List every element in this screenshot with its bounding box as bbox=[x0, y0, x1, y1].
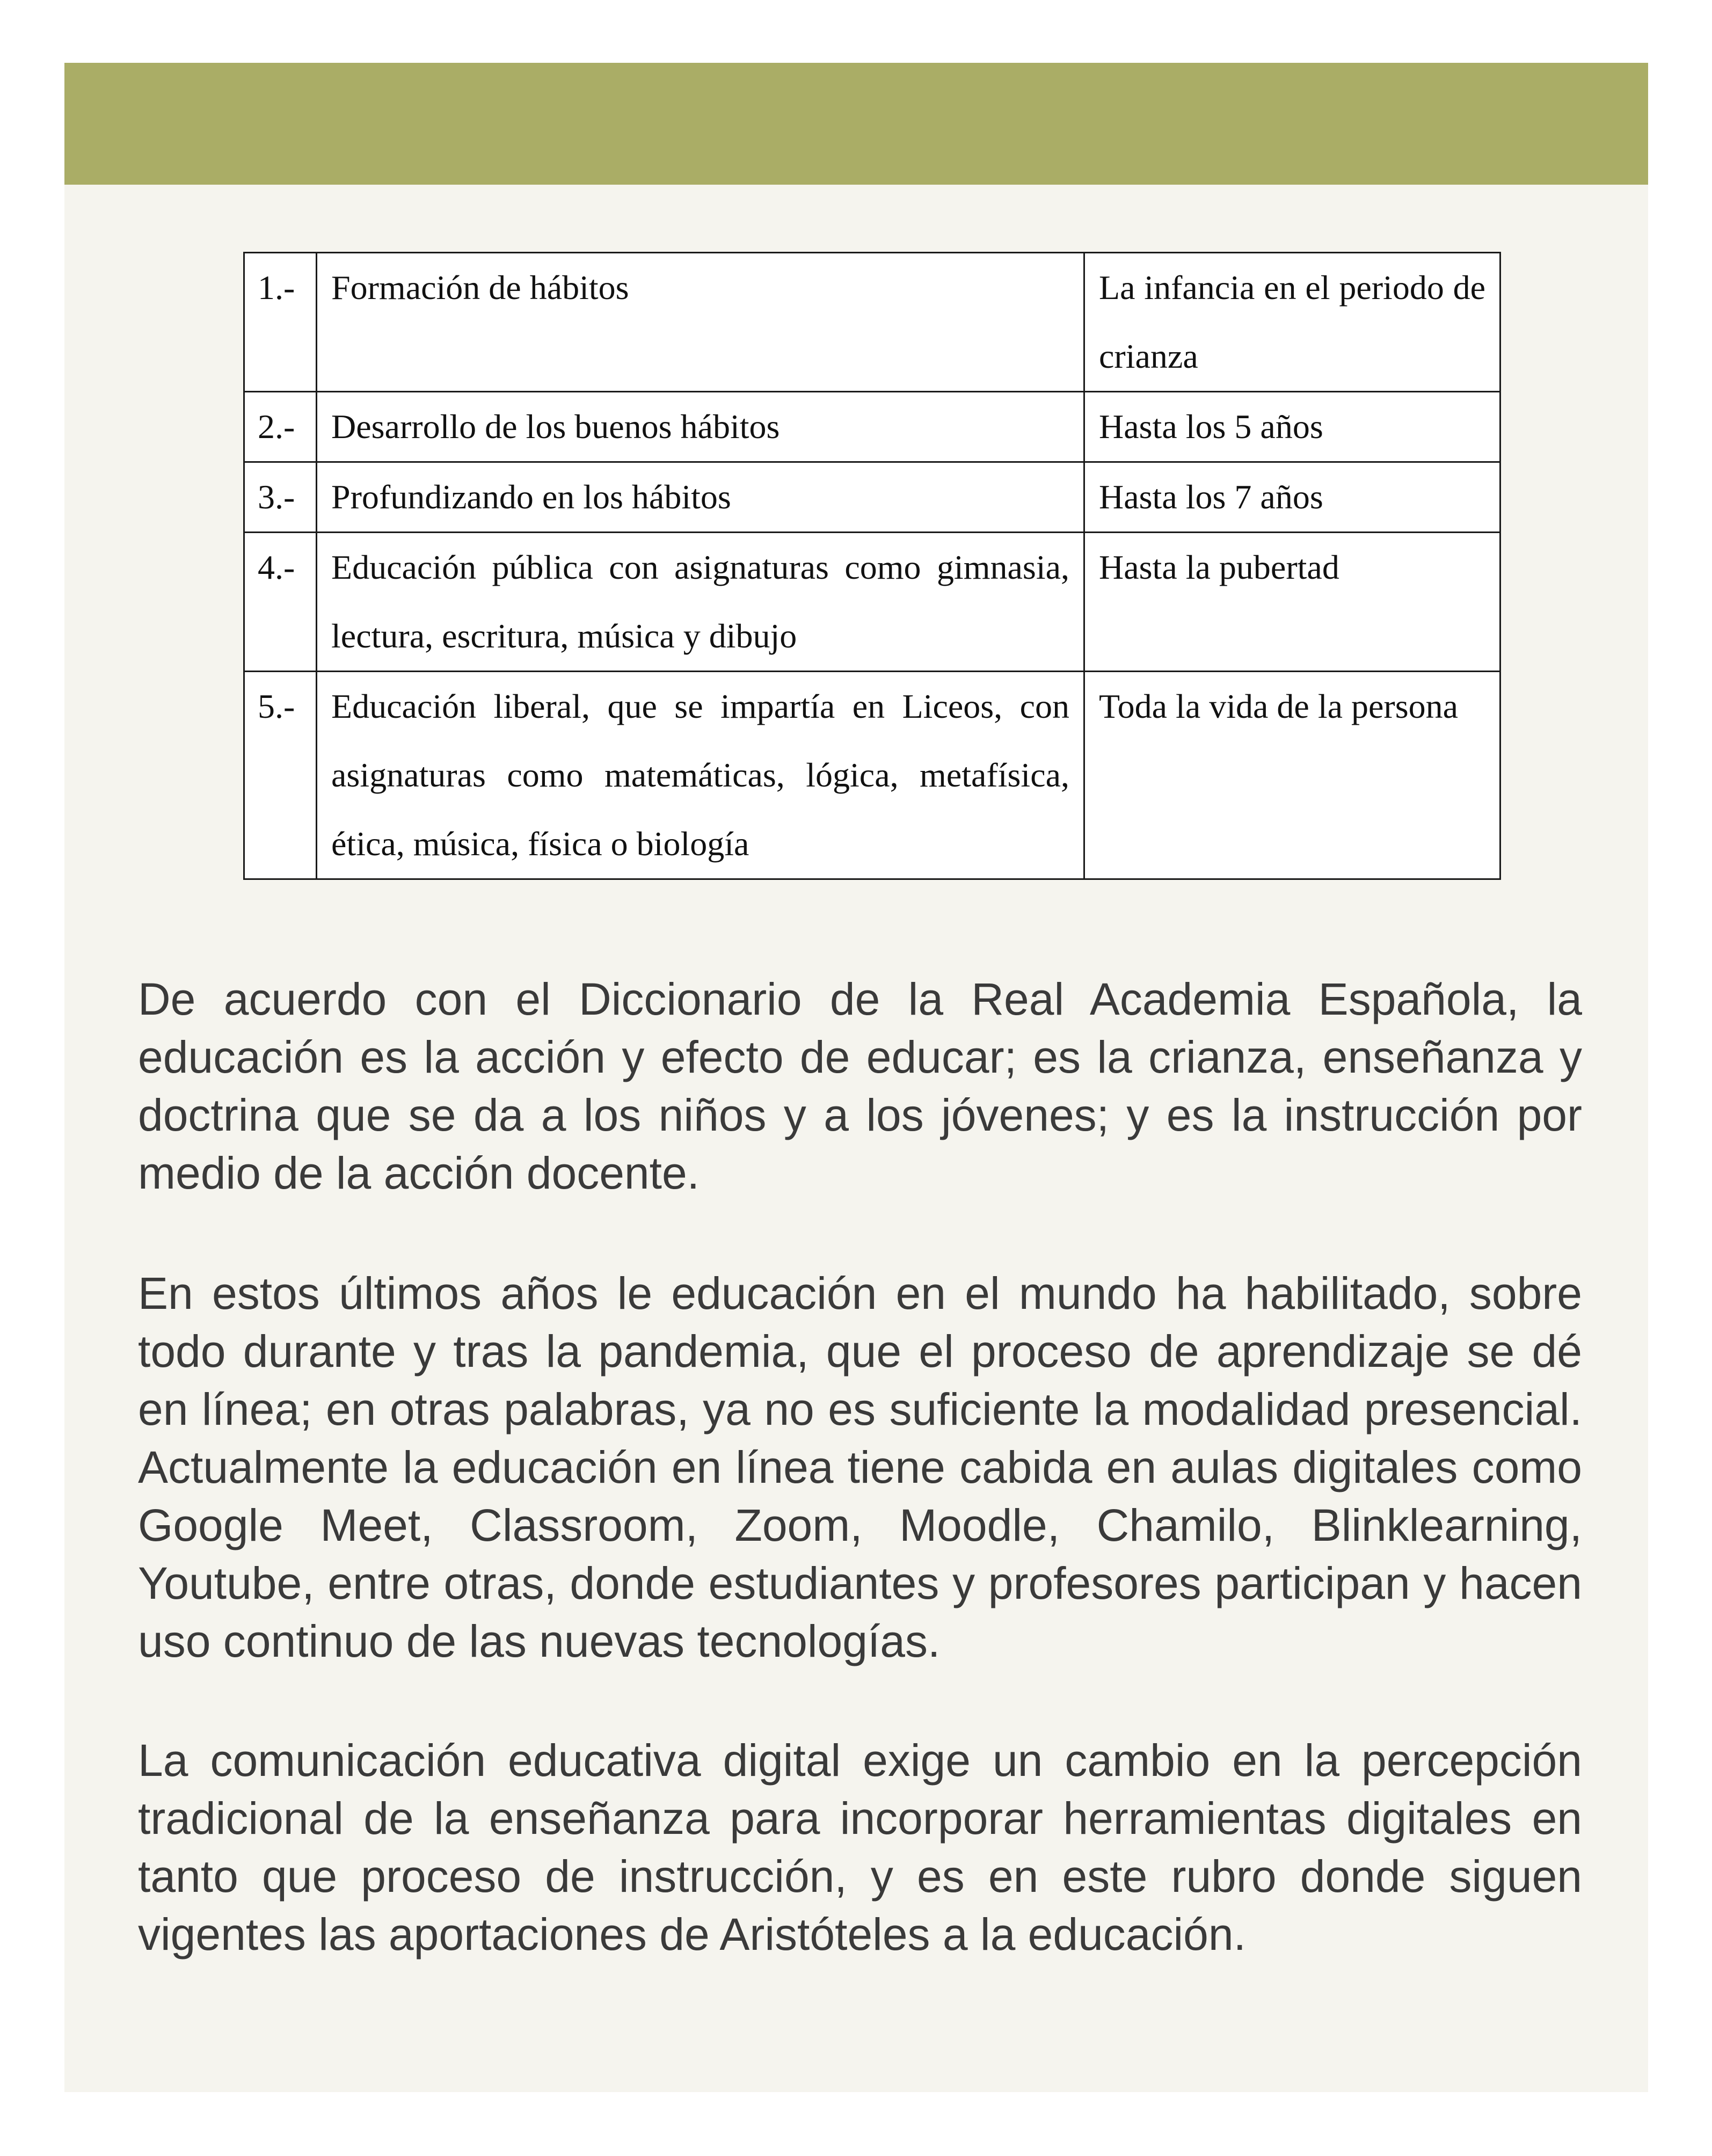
stage-number: 1.- bbox=[244, 253, 317, 392]
stage-description: Educación pública con asignaturas como gimnasia, lectura, escritura, música y dibujo bbox=[317, 533, 1084, 672]
stage-number: 5.- bbox=[244, 672, 317, 879]
paragraph-digital-communication: La comunicación educativa digital exige un cambio en la percepción tradicional de la enseñanza para incorporar herramientas digitales en tanto que proceso de instrucción, y es en este rubro donde siguen vigentes las aportaciones de Aristóteles a la educación. bbox=[138, 1735, 1582, 1960]
page bbox=[64, 63, 1648, 2092]
paragraph-online-education: En estos últimos años le educación en el mundo ha habilitado, sobre todo durante y tras la pandemia, que el proceso de aprendizaje se dé en línea; en otras palabras, ya no es suficiente la modalidad presencial. Actualmente la educación en línea tiene cabida en aulas digitales como Google Meet, Classroom, Zoom, Moodle, Chamilo, Blinklearning, Youtube, entre otras, donde estudiantes y profesores participan y hacen uso continuo de las nuevas tecnologías. bbox=[138, 1268, 1582, 1666]
stages-table-container bbox=[243, 252, 1499, 880]
table-row bbox=[244, 672, 1500, 879]
stage-description: Desarrollo de los buenos hábitos bbox=[317, 392, 1084, 462]
stage-age: Toda la vida de la persona bbox=[1084, 672, 1500, 879]
stage-description: Educación liberal, que se impartía en Liceos, con asignaturas como matemáticas, lógica, metafísica, ética, música, física o biología bbox=[317, 672, 1084, 879]
stage-age: Hasta los 7 años bbox=[1084, 462, 1500, 533]
stage-number: 3.- bbox=[244, 462, 317, 533]
stage-age: Hasta la pubertad bbox=[1084, 533, 1500, 672]
stage-description: Profundizando en los hábitos bbox=[317, 462, 1084, 533]
education-stages-table bbox=[243, 252, 1501, 880]
table-row bbox=[244, 392, 1500, 462]
stage-number: 4.- bbox=[244, 533, 317, 672]
paragraph-rae-definition: De acuerdo con el Diccionario de la Real Academia Española, la educación es la acción y efecto de educar; es la crianza, enseñanza y doctrina que se da a los niños y a los jóvenes; y es la instrucción por medio de la acción docente. bbox=[138, 974, 1582, 1198]
header-band bbox=[64, 63, 1648, 185]
stage-description: Formación de hábitos bbox=[317, 253, 1084, 392]
stage-age: La infancia en el periodo de crianza bbox=[1084, 253, 1500, 392]
table-row bbox=[244, 462, 1500, 533]
table-row bbox=[244, 533, 1500, 672]
stage-age: Hasta los 5 años bbox=[1084, 392, 1500, 462]
table-row bbox=[244, 253, 1500, 392]
stage-number: 2.- bbox=[244, 392, 317, 462]
